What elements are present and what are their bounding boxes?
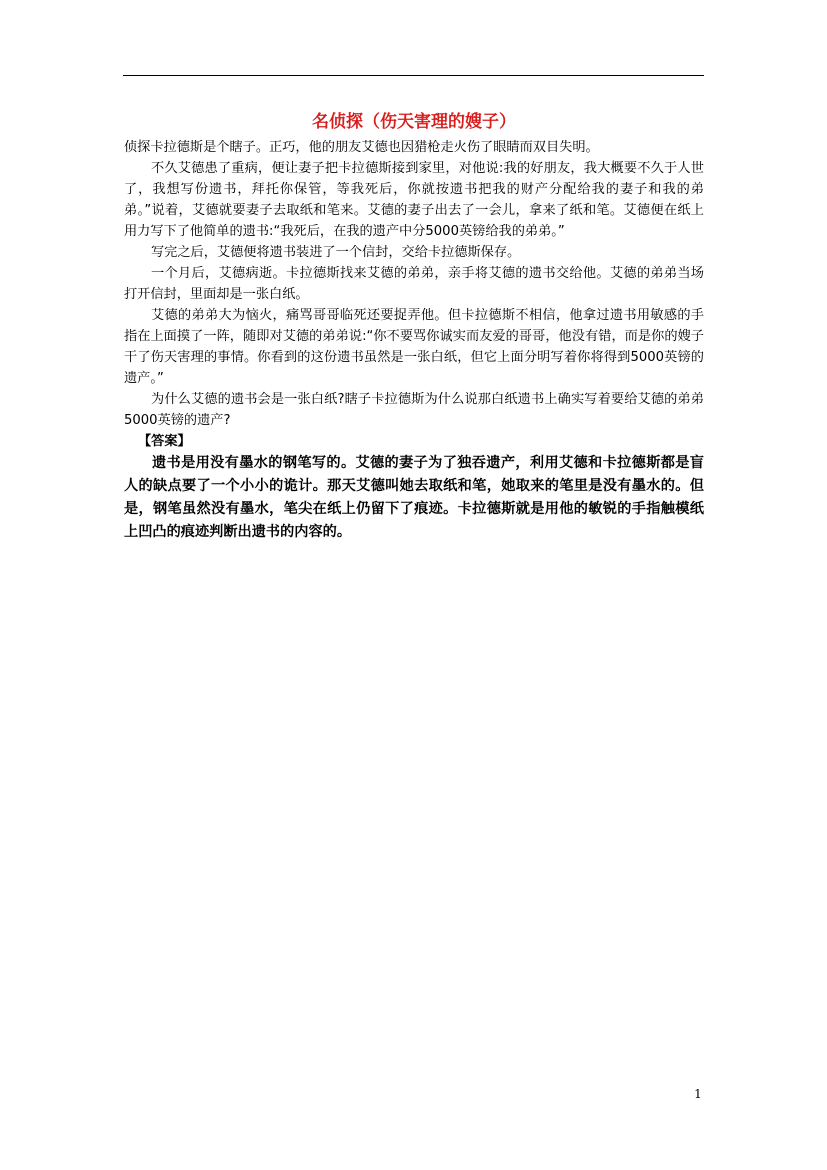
paragraph-question: 为什么艾德的遗书会是一张白纸?瞎子卡拉德斯为什么说那白纸遗书上确实写着要给艾德的弟弟5000英镑的遗产? <box>124 392 704 428</box>
header-rule <box>123 75 704 76</box>
paragraph-blank-paper: 一个月后，艾德病逝。卡拉德斯找来艾德的弟弟，亲手将艾德的遗书交给他。艾德的弟弟当场打开信封，里面却是一张白纸。 <box>124 266 704 302</box>
document-body <box>124 107 704 544</box>
answer-text: 遗书是用没有墨水的钢笔写的。艾德的妻子为了独吞遗产，利用艾德和卡拉德斯都是盲人的缺点要了一个小小的诡计。那天艾德叫她去取纸和笔，她取来的笔里是没有墨水的。但是，钢笔虽然没有墨水，笔尖在纸上仍留下了痕迹。卡拉德斯就是用他的敏锐的手指触模纸上凹凸的痕迹判断出遗书的内容的。 <box>124 455 704 540</box>
document-title: 名侦探（伤天害理的嫂子） <box>312 112 516 132</box>
paragraph-will-request: 不久艾德患了重病，便让妻子把卡拉德斯接到家里，对他说:我的好朋友，我大概要不久于人世了，我想写份遗书，拜托你保管，等我死后，你就按遗书把我的财产分配给我的妻子和我的弟弟。”说着，艾德就要妻子去取纸和笔来。艾德的妻子出去了一会儿，拿来了纸和笔。艾德便在纸上用力写下了他简单的遗书:“我死后，在我的遗产中分5000英镑给我的弟弟。” <box>124 161 704 239</box>
answer-heading: 【答案】 <box>138 434 191 449</box>
page-number: 1 <box>694 1087 702 1101</box>
paragraph-envelope: 写完之后，艾德便将遗书装进了一个信封，交给卡拉德斯保存。 <box>151 245 521 260</box>
paragraph-detective-reply: 艾德的弟弟大为恼火，痛骂哥哥临死还要捉弄他。但卡拉德斯不相信，他拿过遗书用敏感的手指在上面摸了一阵，随即对艾德的弟弟说:“你不要骂你诚实而友爱的哥哥，他没有错，而是你的嫂子干了伤天害理的事情。你看到的这份遗书虽然是一张白纸，但它上面分明写着你将得到5000英镑的遗产。” <box>124 308 704 386</box>
paragraph-intro: 侦探卡拉德斯是个瞎子。正巧，他的朋友艾德也因猎枪走火伤了眼睛而双目失明。 <box>124 140 599 155</box>
